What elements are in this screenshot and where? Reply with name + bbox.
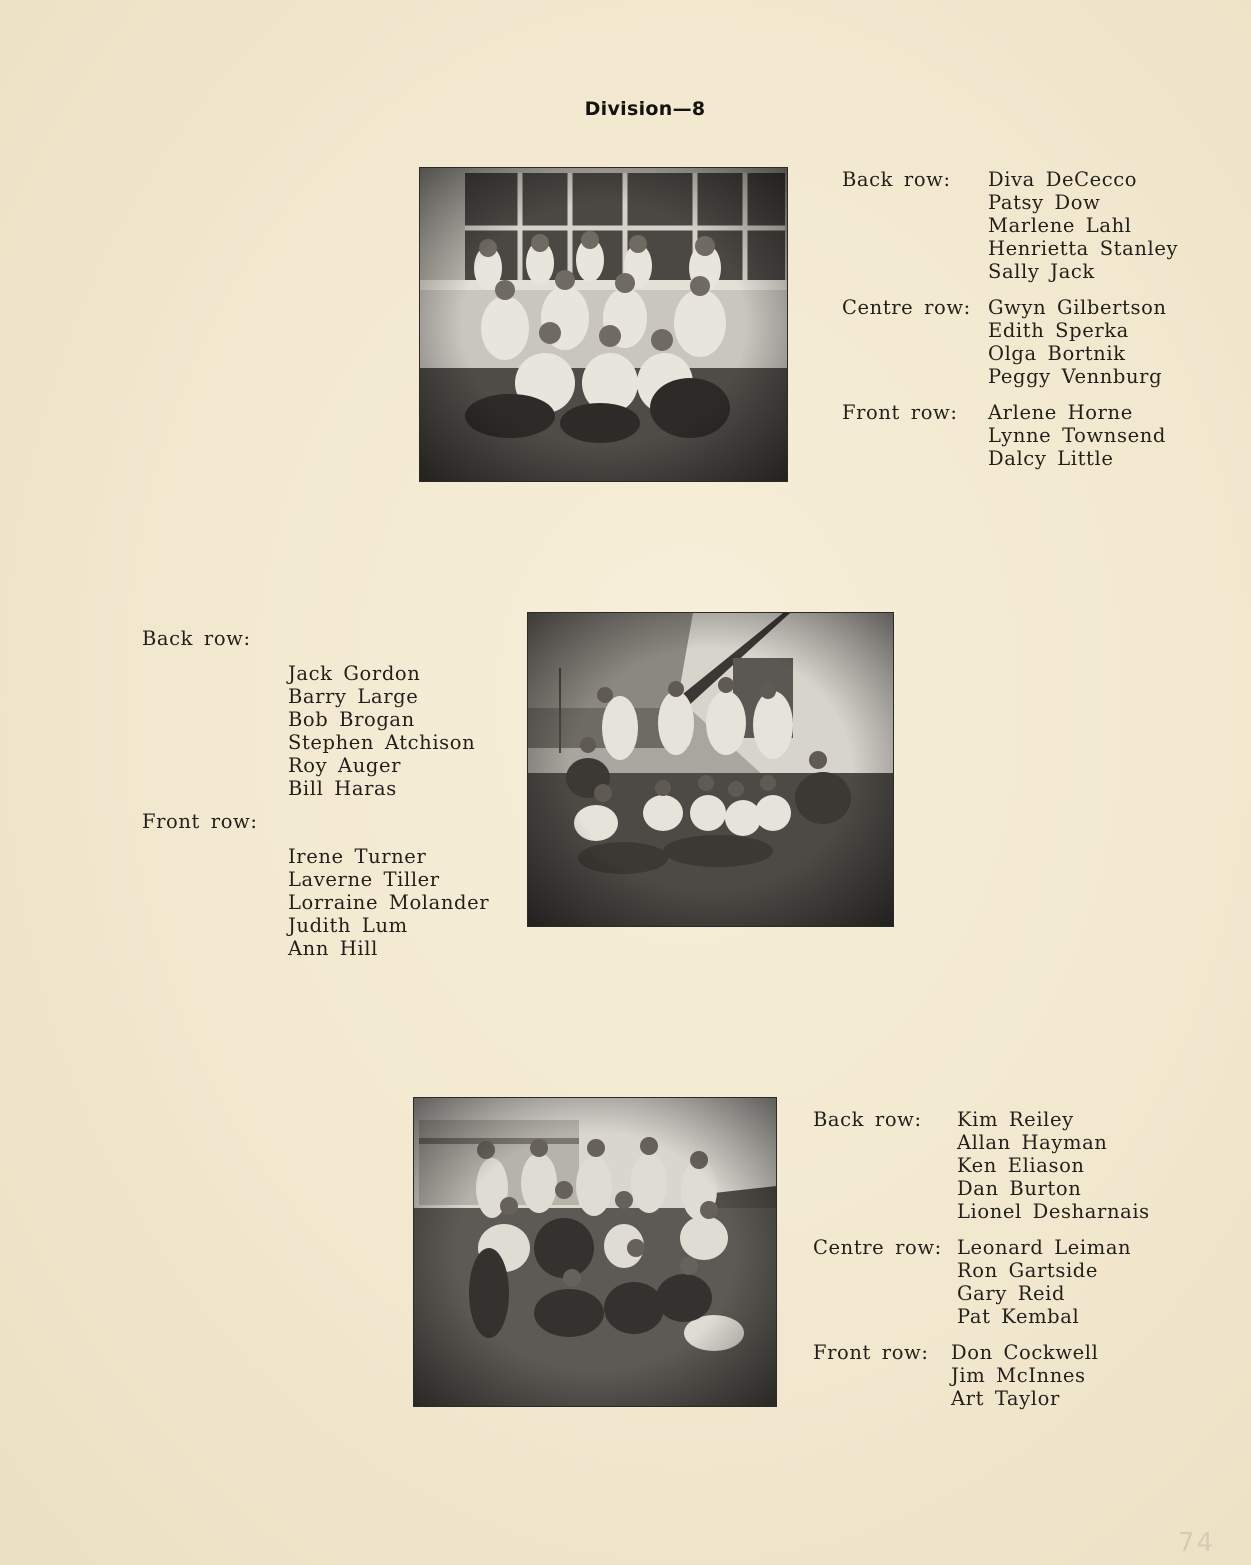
- row-label: Centre row:: [842, 296, 971, 319]
- student-name: Gary Reid: [957, 1282, 1066, 1305]
- student-name: Roy Auger: [288, 754, 402, 777]
- student-name: Leonard Leiman: [957, 1236, 1132, 1259]
- row-label: Front row:: [142, 810, 258, 833]
- student-name: Lionel Desharnais: [957, 1200, 1150, 1223]
- student-name: Gwyn Gilbertson: [988, 296, 1167, 319]
- student-name: Don Cockwell: [951, 1341, 1099, 1364]
- page-number: 74: [1178, 1528, 1216, 1558]
- caption-row: [813, 1341, 1150, 1410]
- student-name: Dan Burton: [957, 1177, 1082, 1200]
- student-name: Lorraine Molander: [288, 891, 490, 914]
- caption-row: [842, 296, 1178, 388]
- row-names: [142, 845, 489, 960]
- caption-group-2: [142, 627, 489, 960]
- caption-row: [842, 401, 1178, 470]
- student-name: Ann Hill: [288, 937, 378, 960]
- caption-group-1: [842, 168, 1178, 483]
- student-name: Kim Reiley: [957, 1108, 1074, 1131]
- row-names: [988, 168, 1178, 283]
- caption-group-3: [813, 1108, 1150, 1423]
- row-names: [988, 296, 1167, 388]
- student-name: Allan Hayman: [957, 1131, 1108, 1154]
- class-photo-1: [420, 168, 787, 481]
- row-names: [957, 1236, 1131, 1328]
- student-name: Lynne Townsend: [988, 424, 1166, 447]
- page-title: Division—8: [584, 98, 706, 120]
- student-name: Irene Turner: [288, 845, 427, 868]
- student-name: Barry Large: [288, 685, 419, 708]
- caption-row: [142, 810, 489, 960]
- student-name: Judith Lum: [288, 914, 408, 937]
- student-name: Olga Bortnik: [988, 342, 1126, 365]
- student-name: Jim McInnes: [951, 1364, 1086, 1387]
- student-name: Ron Gartside: [957, 1259, 1099, 1282]
- row-label: Front row:: [813, 1341, 929, 1364]
- student-name: Arlene Horne: [988, 401, 1133, 424]
- student-name: Pat Kembal: [957, 1305, 1080, 1328]
- class-photo-2: [528, 613, 893, 926]
- student-name: Art Taylor: [951, 1387, 1060, 1410]
- row-label: Front row:: [842, 401, 958, 424]
- class-photo-3: [414, 1098, 776, 1406]
- row-label: Centre row:: [813, 1236, 942, 1259]
- row-names: [957, 1108, 1150, 1223]
- caption-row: [813, 1236, 1150, 1328]
- student-name: Dalcy Little: [988, 447, 1114, 470]
- row-names: [988, 401, 1166, 470]
- student-name: Jack Gordon: [288, 662, 421, 685]
- row-names: [142, 662, 489, 800]
- row-names: [951, 1341, 1098, 1410]
- student-name: Patsy Dow: [988, 191, 1101, 214]
- row-label: Back row:: [813, 1108, 922, 1131]
- student-name: Edith Sperka: [988, 319, 1129, 342]
- student-name: Ken Eliason: [957, 1154, 1085, 1177]
- caption-row: [842, 168, 1178, 283]
- student-name: Diva DeCecco: [988, 168, 1138, 191]
- caption-row: [142, 627, 489, 800]
- student-name: Stephen Atchison: [288, 731, 476, 754]
- row-label: Back row:: [142, 627, 251, 650]
- student-name: Marlene Lahl: [988, 214, 1132, 237]
- student-name: Sally Jack: [988, 260, 1095, 283]
- student-name: Laverne Tiller: [288, 868, 440, 891]
- row-label: Back row:: [842, 168, 951, 191]
- student-name: Bob Brogan: [288, 708, 415, 731]
- student-name: Peggy Vennburg: [988, 365, 1163, 388]
- student-name: Henrietta Stanley: [988, 237, 1179, 260]
- caption-row: [813, 1108, 1150, 1223]
- student-name: Bill Haras: [288, 777, 397, 800]
